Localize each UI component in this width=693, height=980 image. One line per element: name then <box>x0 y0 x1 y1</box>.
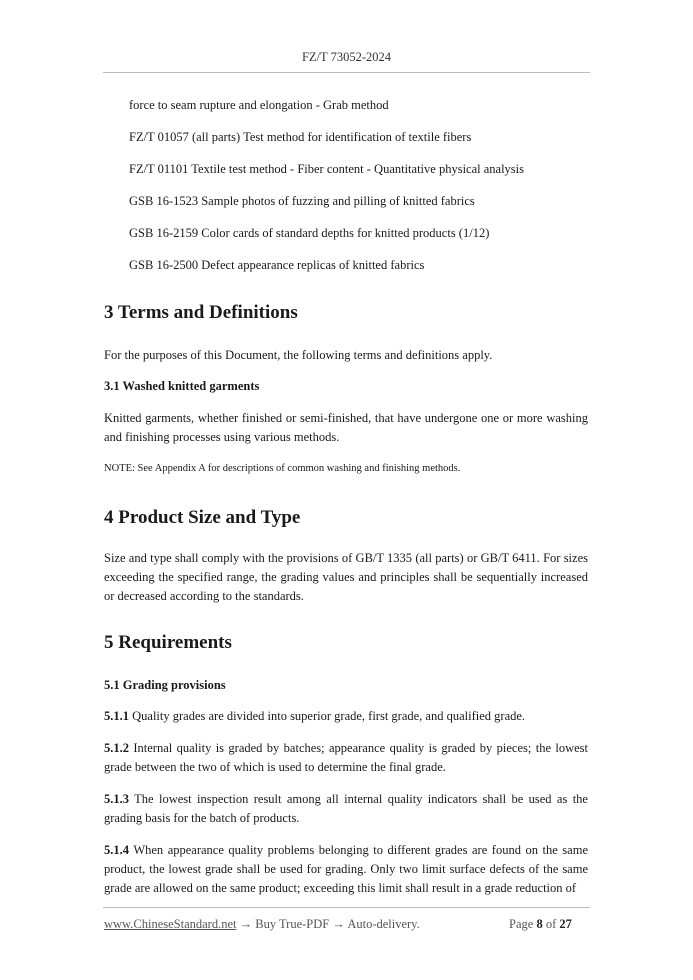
reference-line: force to seam rupture and elongation - Grab method <box>129 98 389 112</box>
reference-line: FZ/T 01101 Textile test method - Fiber content - Quantitative physical analysis <box>129 162 525 176</box>
section-3-intro: For the purposes of this Document, the following terms and definitions apply. <box>104 348 493 362</box>
footer-text-delivery: Auto-delivery. <box>347 917 420 931</box>
footer-promo <box>104 917 420 932</box>
clause-number: 5.1.4 <box>104 843 129 857</box>
arrow-icon: → <box>239 917 253 931</box>
subsection-5-1-heading: 5.1 Grading provisions <box>104 678 226 692</box>
clause-5-1-1 <box>104 707 588 726</box>
clause-number: 5.1.2 <box>104 741 129 755</box>
clause-text: Quality grades are divided into superior grade, first grade, and qualified grade. <box>132 709 526 723</box>
clause-text: The lowest inspection result among all internal quality indicators shall be used as the grading basis for the batch of products. <box>104 792 588 825</box>
page-header: FZ/T 73052-2024 <box>301 50 391 64</box>
section-3-heading: 3 Terms and Definitions <box>104 302 298 323</box>
section-3-note: NOTE: See Appendix A for descriptions of common washing and finishing methods. <box>104 463 461 474</box>
footer-text-buy: Buy True-PDF <box>255 917 330 931</box>
clause-text: Internal quality is graded by batches; appearance quality is graded by pieces; the lowest grade between the two of which is used to determine the final grade. <box>104 741 588 774</box>
clause-number: 5.1.1 <box>104 709 129 723</box>
section-4-heading: 4 Product Size and Type <box>104 507 301 528</box>
reference-line: GSB 16-2159 Color cards of standard depths for knitted products (1/12) <box>129 226 490 240</box>
site-link[interactable]: www.ChineseStandard.net <box>104 917 237 931</box>
header-divider <box>103 72 590 73</box>
section-5-heading: 5 Requirements <box>104 632 232 653</box>
clause-5-1-4 <box>104 841 588 898</box>
page-label: Page <box>509 917 534 931</box>
reference-line: GSB 16-2500 Defect appearance replicas of knitted fabrics <box>129 258 425 272</box>
arrow-icon: → <box>332 917 345 931</box>
section-4-text: Size and type shall comply with the provisions of GB/T 1335 (all parts) or GB/T 6411. For sizes exceeding the specified range, the grading values and principles shall be sequentially increased or decreased according to the standards. <box>104 551 588 603</box>
reference-line: FZ/T 01057 (all parts) Test method for identification of textile fibers <box>129 130 472 144</box>
clause-text: When appearance quality problems belonging to different grades are found on the same product, the lowest grade shall be used for grading. Only two limit surface defects of the same grade are allowed on the same product; exceeding this limit shall result in a grade reduction of <box>104 843 588 895</box>
total-pages: 27 <box>559 917 572 931</box>
clause-5-1-3 <box>104 790 588 828</box>
current-page: 8 <box>536 917 543 931</box>
footer-divider <box>103 907 590 908</box>
term-3-1-heading: 3.1 Washed knitted garments <box>104 379 260 393</box>
page-number <box>509 917 572 932</box>
of-label: of <box>545 917 557 931</box>
clause-number: 5.1.3 <box>104 792 129 806</box>
clause-5-1-2 <box>104 739 588 777</box>
term-3-1-definition: Knitted garments, whether finished or semi-finished, that have undergone one or more washing and finishing processes using various methods. <box>104 411 588 444</box>
reference-line: GSB 16-1523 Sample photos of fuzzing and pilling of knitted fabrics <box>129 194 475 208</box>
